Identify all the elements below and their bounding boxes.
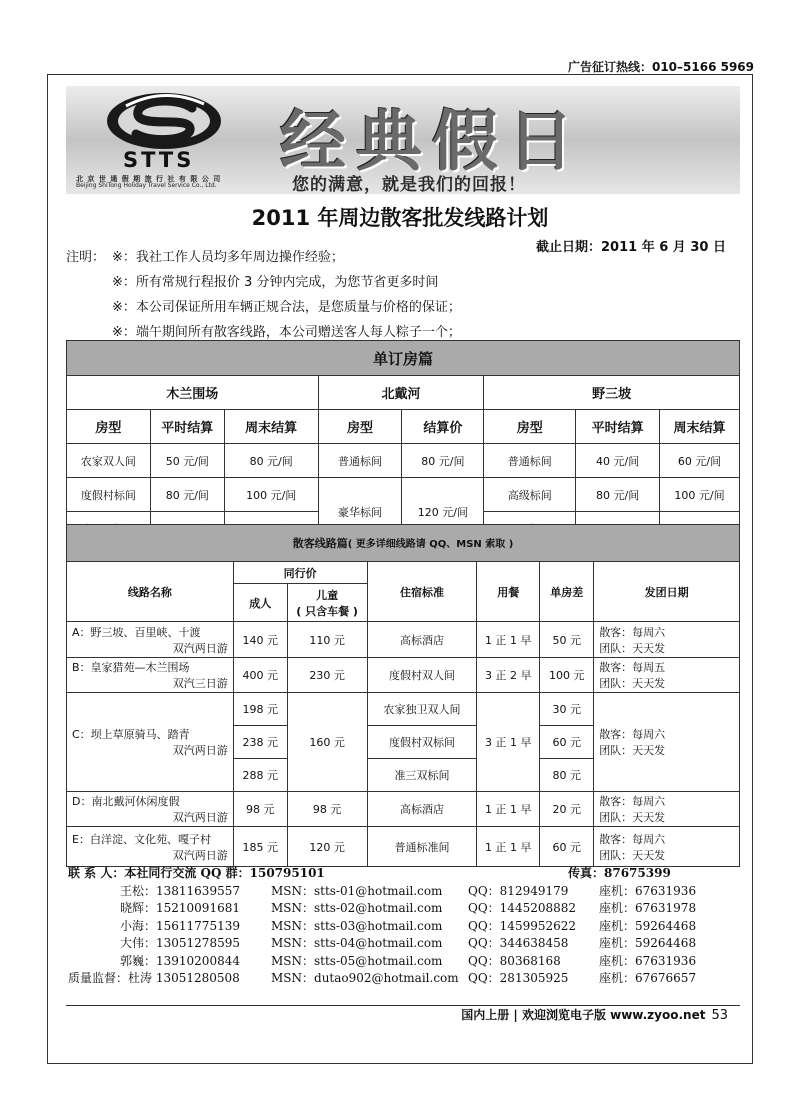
column-header: 用餐 (477, 562, 540, 622)
cell: 160 元 (287, 693, 367, 792)
column-header: 房型 (484, 410, 576, 444)
cell: 3 正 2 早 (477, 658, 540, 693)
supervisor-name: 质量监督：杜涛 13051280508 (68, 971, 240, 985)
route-type: 双汽两日游 (172, 744, 228, 757)
table-row (67, 827, 740, 867)
cell: 1 正 1 早 (477, 827, 540, 867)
contact-row (68, 882, 738, 900)
cell: 度假村双标间 (367, 726, 477, 759)
cell: 60 元/间 (660, 444, 740, 478)
route-name (67, 792, 234, 827)
column-header: 平时结算 (576, 410, 660, 444)
contact-msn: MSN：stts-05@hotmail.com (271, 953, 443, 968)
contact-name: 小海：15611775139 (120, 918, 240, 933)
cell: 40 元/间 (576, 444, 660, 478)
note-item: ※：我社工作人员均多年周边操作经验； (112, 250, 344, 265)
contacts (68, 864, 738, 987)
route-name (67, 827, 234, 867)
cell: 80 元/间 (402, 444, 484, 478)
date-line: 团队：天天发 (599, 848, 666, 862)
notes-prefix: 注明： (66, 250, 106, 265)
table-row (67, 693, 740, 726)
cell: 100 元/间 (224, 478, 318, 512)
cell: 高标酒店 (367, 622, 477, 658)
table-row (67, 792, 740, 827)
hotel-section-title: 单订房篇 (67, 341, 740, 376)
contact-phone: 座机：67631936 (599, 883, 697, 898)
cell: 100 元/间 (660, 478, 740, 512)
column-header: 结算价 (402, 410, 484, 444)
cell: 98 元 (287, 792, 367, 827)
cell: 288 元 (233, 759, 287, 792)
route-type: 双汽两日游 (172, 848, 228, 862)
cell: 高级标间 (484, 478, 576, 512)
cell: 普通标间 (484, 444, 576, 478)
note-item: ※：所有常规行程报价 3 分钟内完成，为您节省更多时间 (112, 275, 439, 290)
cell: 准三双标间 (367, 759, 477, 792)
contacts-header (68, 864, 738, 882)
column-header: 周末结算 (660, 410, 740, 444)
contact-qq: QQ：344638458 (468, 936, 569, 950)
departure-dates (594, 658, 740, 693)
contact-msn: MSN：dutao902@hotmail.com (271, 971, 459, 985)
cell: 60 元 (540, 827, 594, 867)
cell: 度假村标间 (67, 478, 151, 512)
logo-text: STTS (123, 148, 195, 172)
page-title: 2011 年周边散客批发线路计划 (251, 206, 549, 230)
cell: 198 元 (233, 693, 287, 726)
departure-dates (594, 792, 740, 827)
cell: 80 元/间 (224, 444, 318, 478)
column-header: 周末结算 (224, 410, 318, 444)
contact-phone: 座机：67676657 (599, 971, 697, 985)
route-name (67, 693, 234, 792)
cell: 高标酒店 (367, 792, 477, 827)
ad-hotline: 广告征订热线：010–5166 5969 (567, 60, 754, 74)
hotel-group-header: 北戴河 (318, 376, 484, 410)
route-table (66, 524, 740, 867)
table-row (67, 622, 740, 658)
cell: 80 元/间 (576, 478, 660, 512)
contact-phone: 座机：67631936 (599, 953, 697, 968)
cell: 普通标准间 (367, 827, 477, 867)
departure-dates (594, 693, 740, 792)
date-line: 散客：每周五 (599, 661, 666, 674)
contact-qq: QQ：1459952622 (468, 918, 577, 933)
banner (66, 86, 740, 194)
contact-phone: 座机：67631978 (599, 901, 697, 915)
cell: 100 元 (540, 658, 594, 693)
company-name-cn: 北 京 世 通 假 期 旅 行 社 有 限 公 司 (76, 175, 222, 183)
table-row (67, 478, 740, 512)
cell: 120 元 (287, 827, 367, 867)
contact-name: 郭巍：13910200844 (120, 953, 240, 968)
company-name-en: Beijing ShiTong Holiday Travel Service Co., Ltd. (76, 182, 217, 189)
cell: 80 元/间 (150, 478, 224, 512)
route-name-line: C：坝上草原骑马、踏青 (72, 728, 190, 741)
table-row (67, 444, 740, 478)
note-item: ※：端午期间所有散客线路，本公司赠送客人每人粽子一个； (112, 325, 461, 340)
cell: 98 元 (233, 792, 287, 827)
cell: 50 元/间 (150, 444, 224, 478)
deadline: 截止日期：2011 年 6 月 30 日 (536, 240, 726, 255)
contact-qq: QQ：812949179 (468, 883, 569, 898)
cell: 400 元 (233, 658, 287, 693)
contact-phone: 座机：59264468 (599, 918, 697, 933)
cell: 普通标间 (318, 444, 402, 478)
route-name-line: E：白洋淀、文化苑、嘎子村 (72, 832, 211, 846)
hotel-group-header: 木兰围场 (67, 376, 319, 410)
contact-row (68, 917, 738, 935)
route-type: 双汽三日游 (172, 677, 228, 690)
route-type: 双汽两日游 (172, 641, 228, 655)
date-line: 散客：每周六 (599, 832, 666, 846)
banner-slogan: 您的满意，就是我们的回报！ (292, 175, 526, 195)
column-header: 房型 (67, 410, 151, 444)
route-section-subtitle: ( 更多详细线路请 QQ、MSN 索取 ) (347, 539, 514, 550)
cell: 农家独卫双人间 (367, 693, 477, 726)
cell: 120 元/间 (402, 478, 484, 546)
note-item: ※：本公司保证所用车辆正规合法，是您质量与价格的保证； (112, 300, 461, 315)
column-header: 同行价 (233, 562, 367, 584)
contact-row (68, 899, 738, 917)
page-number: 53 (711, 1008, 728, 1023)
stts-logo-icon (104, 90, 224, 152)
cell: 30 元 (540, 693, 594, 726)
fax: 传真：87675399 (568, 866, 671, 880)
date-line: 团队：天天发 (599, 677, 666, 690)
cell: 度假村双人间 (367, 658, 477, 693)
column-header: 发团日期 (594, 562, 740, 622)
contact-msn: MSN：stts-04@hotmail.com (271, 936, 443, 950)
contact-phone: 座机：59264468 (599, 936, 697, 950)
route-section-title-text: 散客线路篇 (292, 537, 348, 550)
contact-msn: MSN：stts-03@hotmail.com (271, 918, 443, 933)
cell: 110 元 (287, 622, 367, 658)
contact-qq: QQ：281305925 (468, 971, 569, 985)
column-header: 平时结算 (150, 410, 224, 444)
date-line: 散客：每周六 (599, 728, 666, 741)
child-label: 儿童 (316, 588, 339, 602)
column-header: 线路名称 (67, 562, 234, 622)
contact-name: 大伟：13051278595 (120, 936, 240, 950)
cell: 80 元 (540, 759, 594, 792)
route-name-line: B：皇家猎苑—木兰围场 (72, 661, 190, 674)
column-header: 单房差 (540, 562, 594, 622)
cell: 3 正 1 早 (477, 693, 540, 792)
contact-row (68, 952, 738, 970)
cell: 185 元 (233, 827, 287, 867)
route-name-line: D：南北戴河休闲度假 (72, 795, 180, 808)
date-line: 散客：每周六 (599, 625, 666, 639)
footer-text: 国内上册 | 欢迎浏览电子版 www.zyoo.net (461, 1008, 706, 1022)
route-name (67, 658, 234, 693)
column-header-child (287, 584, 367, 622)
route-type: 双汽两日游 (172, 811, 228, 824)
date-line: 团队：天天发 (599, 641, 666, 655)
table-row (67, 658, 740, 693)
cell: 60 元 (540, 726, 594, 759)
child-note: ( 只含车餐 ) (296, 604, 358, 618)
hotel-group-header: 野三坡 (484, 376, 740, 410)
column-header: 成人 (233, 584, 287, 622)
date-line: 团队：天天发 (599, 811, 666, 824)
contact-row (68, 934, 738, 952)
route-section-title (67, 525, 740, 562)
departure-dates (594, 827, 740, 867)
contact-qq: QQ：80368168 (468, 953, 561, 968)
departure-dates (594, 622, 740, 658)
route-name-line: A：野三坡、百里峡、十渡 (72, 625, 201, 639)
contact-name: 晓辉：15210091681 (120, 901, 240, 915)
date-line: 散客：每周六 (599, 795, 666, 808)
date-line: 团队：天天发 (599, 744, 666, 757)
contact-row (68, 969, 738, 987)
column-header: 住宿标准 (367, 562, 477, 622)
cell: 140 元 (233, 622, 287, 658)
cell: 豪华标间 (318, 478, 402, 546)
hotel-table (66, 340, 740, 546)
footer (461, 1006, 728, 1023)
cell: 20 元 (540, 792, 594, 827)
cell: 230 元 (287, 658, 367, 693)
contact-qq: QQ：1445208882 (468, 901, 577, 915)
banner-headline: 经典假日 (280, 102, 584, 180)
contacts-header-left: 联 系 人：本社同行交流 QQ 群：150795101 (68, 866, 325, 880)
cell: 农家双人间 (67, 444, 151, 478)
cell: 50 元 (540, 622, 594, 658)
route-name (67, 622, 234, 658)
column-header: 房型 (318, 410, 402, 444)
contact-msn: MSN：stts-01@hotmail.com (271, 883, 443, 898)
contact-msn: MSN：stts-02@hotmail.com (271, 901, 443, 915)
cell: 238 元 (233, 726, 287, 759)
cell: 1 正 1 早 (477, 792, 540, 827)
cell: 1 正 1 早 (477, 622, 540, 658)
contact-name: 王松：13811639557 (120, 883, 240, 898)
